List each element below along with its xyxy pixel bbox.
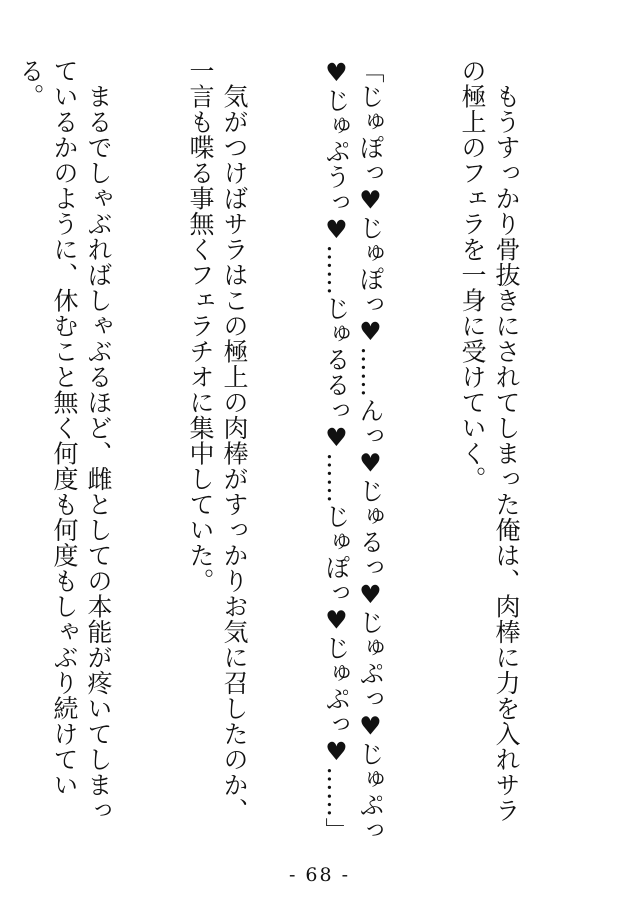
paragraph-2: 気がつけばサラはこの極上の肉棒がすっかりお気に召したのか、一言も喋る事無くフェラチオに集中していた。 xyxy=(186,58,249,823)
paragraph-1: もうすっかり骨抜きにされてしまった俺は、肉棒に力を入れサラの極上のフェラを一身に受けていく。 xyxy=(458,58,521,823)
vertical-text-body xyxy=(16,58,591,848)
paragraph-3: まるでしゃぶればしゃぶるほど、雌としての本能が疼いてしまっているかのように、休むこと無く何度も何度もしゃぶり続けている。 xyxy=(16,58,113,823)
page-number: - 68 - xyxy=(288,864,351,886)
paragraph-dialogue-1: 「じゅぽっ♥じゅぽっ♥……んっ♥じゅるっ♥じゅぷっ♥じゅぷっ♥じゅぷうっ♥……じゅるるっ♥……じゅぽっ♥じゅぷっ♥……」 xyxy=(322,58,385,843)
